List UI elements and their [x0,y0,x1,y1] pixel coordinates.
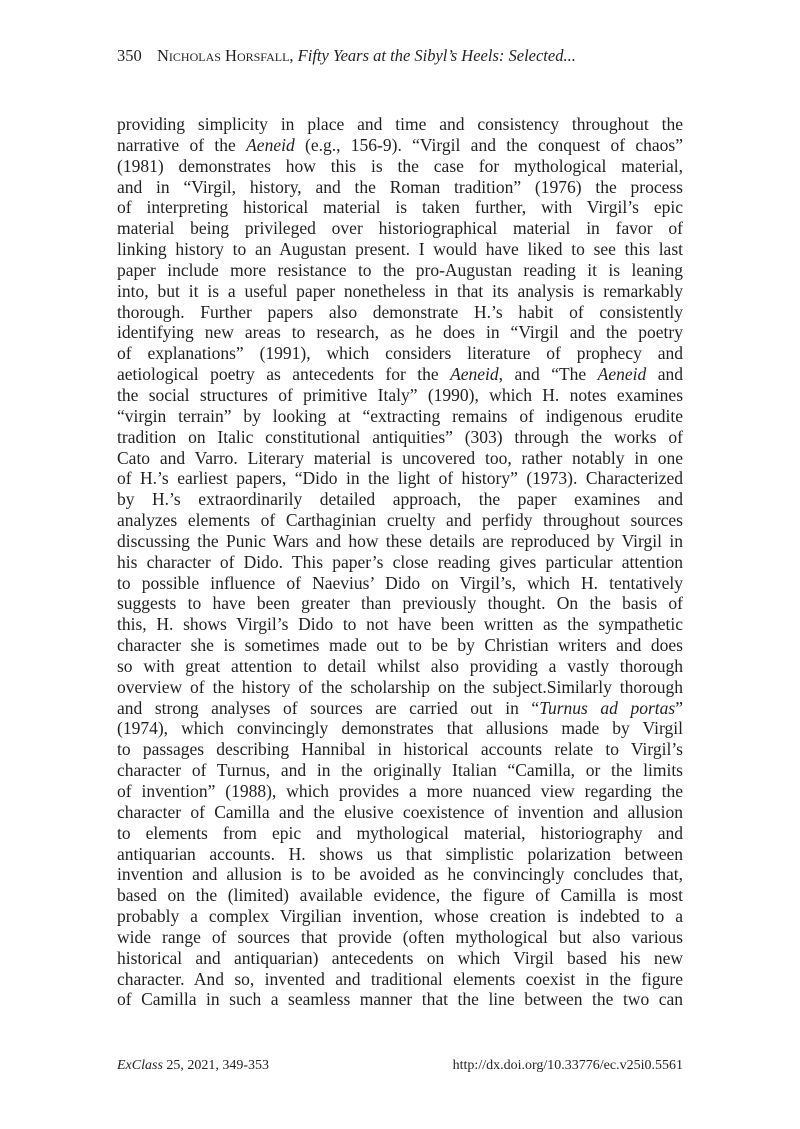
text-line [117,593,683,614]
text-segment: (1981) demonstrates how this is the case for mythological material, [117,155,683,176]
text-line [117,739,683,760]
text-line [117,218,683,239]
text-line [117,114,683,135]
header-separator: , [289,46,298,65]
text-line [117,906,683,927]
footer-journal: ExClass [117,1058,163,1073]
text-line [117,948,683,969]
text-segment: character of Camilla and the elusive coexistence of invention and allusion [117,801,683,822]
text-line [117,656,683,677]
text-line [117,468,683,489]
header-author: Nicholas Horsfall [157,46,290,65]
text-segment: probably a complex Virgilian invention, whose creation is indebted to a [117,906,683,927]
text-line [117,364,683,385]
text-line [117,573,683,594]
text-line [117,489,683,510]
text-line [117,322,683,343]
text-line [117,864,683,885]
text-line [117,802,683,823]
text-segment: of Camilla in such a seamless manner that the line between the two can [117,989,683,1010]
footer-doi-link[interactable]: http://dx.doi.org/10.33776/ec.v25i0.5561 [452,1058,683,1073]
text-segment: to elements from epic and mythological material, historiography and [117,822,683,843]
text-segment: antiquarian accounts. H. shows us that simplistic polarization between [117,843,683,864]
text-line [117,239,683,260]
text-line [117,927,683,948]
text-segment: character. And so, invented and traditional elements coexist in the figure [117,968,683,989]
text-line [117,156,683,177]
text-segment: thorough. Further papers also demonstrate H.’s habit of consistently [117,301,683,322]
text-segment: this, H. shows Virgil’s Dido to not have been written as the sympathetic [117,614,683,635]
text-line [117,614,683,635]
text-line [117,552,683,573]
text-line [117,281,683,302]
text-segment: aetiological poetry as antecedents for the [117,364,451,385]
text-line [117,531,683,552]
text-line [117,781,683,802]
text-segment: character of Turnus, and in the originally Italian “Camilla, or the limits [117,760,683,781]
running-header [117,46,576,66]
text-segment: of explanations” (1991), which considers literature of prophecy and [117,343,683,364]
text-segment: overview of the history of the scholarship on the subject.Similarly thorough [117,676,683,697]
text-line [117,698,683,719]
text-segment: by H.’s extraordinarily detailed approach, the paper examines and [117,489,683,510]
text-segment: Cato and Varro. Literary material is uncovered too, rather notably in one [117,447,683,468]
text-segment: into, but it is a useful paper nonetheless in that its analysis is remarkably [117,280,683,301]
text-segment: wide range of sources that provide (often mythological but also various [117,926,683,947]
footer-volume: 25, 2021, 349-353 [162,1058,270,1073]
text-line [117,760,683,781]
text-line [117,177,683,198]
text-segment: so with great attention to detail whilst also providing a vastly thorough [117,655,683,676]
text-segment: (1974), which convincingly demonstrates that allusions made by Virgil [117,718,683,739]
text-line [117,510,683,531]
text-segment: material being privileged over historiographical material in favor of [117,218,683,239]
footer-citation [117,1058,269,1074]
text-segment: linking history to an Augustan present. I would have liked to see this last [117,239,683,260]
text-segment: , and “The [498,364,598,385]
page-footer [117,1058,683,1074]
text-segment: historical and antiquarian) antecedents on which Virgil based his new [117,947,683,968]
text-line [117,385,683,406]
text-segment: and strong analyses of sources are carried out in “ [117,697,540,718]
text-segment: discussing the Punic Wars and how these details are reproduced by Virgil in [117,530,683,551]
text-line [117,135,683,156]
text-segment: ” [675,697,683,718]
text-segment: of H.’s earliest papers, “Dido in the light of history” (1973). Characterized [117,468,683,489]
text-segment: “virgin terrain” by looking at “extracting remains of indigenous erudite [117,405,683,426]
text-segment: analyzes elements of Carthaginian cruelty and perfidy throughout sources [117,510,683,531]
text-segment: to possible influence of Naevius’ Dido on Virgil’s, which H. tentatively [117,572,683,593]
text-segment: character she is sometimes made out to be by Christian writers and does [117,635,683,656]
text-line [117,302,683,323]
text-line [117,844,683,865]
text-line [117,823,683,844]
body-text [117,114,683,1010]
text-segment: paper include more resistance to the pro-Augustan reading it is leaning [117,259,683,280]
text-segment: tradition on Italic constitutional antiquities” (303) through the works of [117,426,683,447]
text-segment: and [646,364,683,385]
text-segment: invention and allusion is to be avoided as he convincingly concludes that, [117,864,683,885]
text-segment: providing simplicity in place and time and consistency throughout the [117,114,683,134]
text-segment: of invention” (1988), which provides a more nuanced view regarding the [117,781,683,801]
text-line [117,448,683,469]
text-segment: the social structures of primitive Italy” (1990), which H. notes examines [117,384,683,405]
text-line [117,969,683,990]
text-line [117,197,683,218]
header-title: Fifty Years at the Sibyl’s Heels: Selected... [297,46,576,65]
text-segment: and in “Virgil, history, and the Roman tradition” (1976) the process [117,176,683,197]
text-line [117,635,683,656]
italic-title: Aeneid [450,364,499,385]
italic-title: Aeneid [246,134,295,155]
text-segment: identifying new areas to research, as he does in “Virgil and the poetry [117,322,683,343]
text-line [117,406,683,427]
page-number: 350 [117,46,142,65]
text-line [117,677,683,698]
text-line [117,260,683,281]
italic-title: Turnus ad portas [539,697,676,718]
text-segment: to passages describing Hannibal in historical accounts relate to Virgil’s [117,739,683,760]
text-segment: suggests to have been greater than previously thought. On the basis of [117,593,683,614]
italic-title: Aeneid [597,364,647,385]
text-segment: of interpreting historical material is taken further, with Virgil’s epic [117,197,683,218]
text-segment: (e.g., 156-9). “Virgil and the conquest of chaos” [294,134,684,155]
text-segment: his character of Dido. This paper’s close reading gives particular attention [117,551,683,572]
text-line [117,885,683,906]
text-segment: based on the (limited) available evidence, the figure of Camilla is most [117,885,683,906]
text-line [117,718,683,739]
text-line [117,427,683,448]
text-segment: narrative of the [117,134,247,155]
text-line [117,343,683,364]
text-line [117,989,683,1010]
